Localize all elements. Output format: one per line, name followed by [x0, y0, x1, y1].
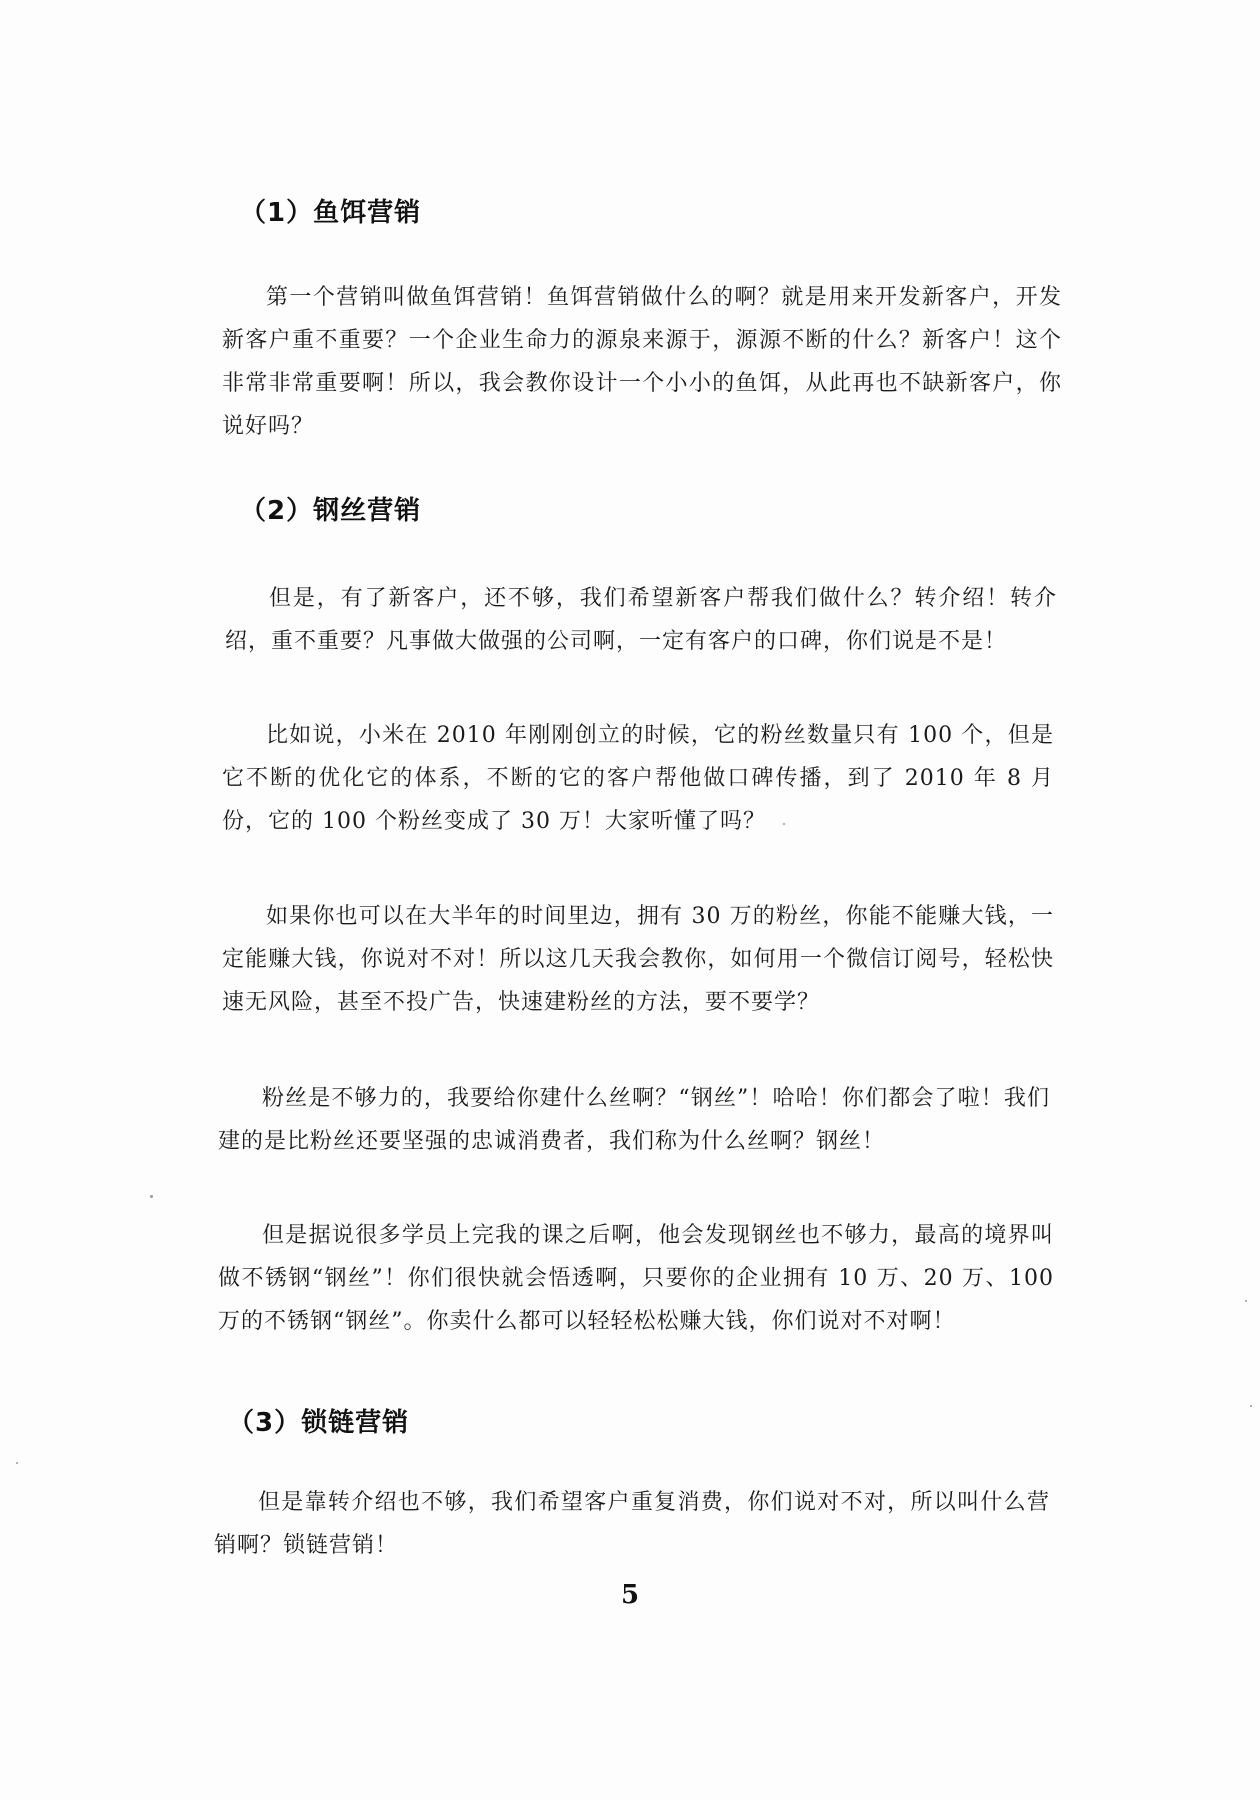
scan-speck [16, 1462, 18, 1464]
paragraph-chain-marketing: 但是靠转介绍也不够，我们希望客户重复消费，你们说对不对，所以叫什么营销啊？锁链营销！ [214, 1490, 1050, 1558]
paragraph-stainless-steel-fans: 但是据说很多学员上完我的课之后啊，他会发现钢丝也不够力，最高的境界叫做不锈钢“钢丝”！你们很快就会悟透啊，只要你的企业拥有 10 万、20 万、100 万的不锈钢“钢丝”。你卖什么都可以轻轻松松赚大钱，你们说对不对啊！ [218, 1223, 1054, 1334]
paragraph-bait-marketing: 第一个营销叫做鱼饵营销！鱼饵营销做什么的啊？就是用来开发新客户，开发新客户重不重要？一个企业生命力的源泉来源于，源源不断的什么？新客户！这个非常非常重要啊！所以，我会教你设计一个小小的鱼饵，从此再也不缺新客户，你说好吗？ [222, 285, 1062, 439]
page-number: 5 [620, 1580, 640, 1610]
section-heading-chain-marketing: （3）锁链营销 [228, 1408, 410, 1438]
paragraph-steel-fans: 粉丝是不够力的，我要给你建什么丝啊？“钢丝”！哈哈！你们都会了啦！我们建的是比粉丝还要坚强的忠诚消费者，我们称为什么丝啊？钢丝！ [218, 1086, 1050, 1154]
paragraph-wechat-fans: 如果你也可以在大半年的时间里边，拥有 30 万的粉丝，你能不能赚大钱，一定能赚大钱，你说对不对！所以这几天我会教你，如何用一个微信订阅号，轻松快速无风险，甚至不投广告，快速建粉丝的方法，要不要学？ [222, 904, 1054, 1015]
scan-speck [783, 823, 785, 825]
scan-speck [1245, 1300, 1247, 1302]
paragraph-xiaomi-example: 比如说，小米在 2010 年刚刚创立的时候，它的粉丝数量只有 100 个，但是它不断的优化它的体系，不断的它的客户帮他做口碑传播，到了 2010 年 8 月份，它的 100 个粉丝变成了 30 万！大家听懂了吗？ [222, 723, 1054, 834]
scan-speck [150, 1195, 153, 1198]
section-heading-bait-marketing: （1）鱼饵营销 [240, 198, 422, 228]
section-heading-steel-fan-marketing: （2）钢丝营销 [240, 496, 422, 526]
scan-speck [1250, 1405, 1252, 1407]
paragraph-referral: 但是，有了新客户，还不够，我们希望新客户帮我们做什么？转介绍！转介绍，重不重要？凡事做大做强的公司啊，一定有客户的口碑，你们说是不是！ [225, 586, 1057, 654]
